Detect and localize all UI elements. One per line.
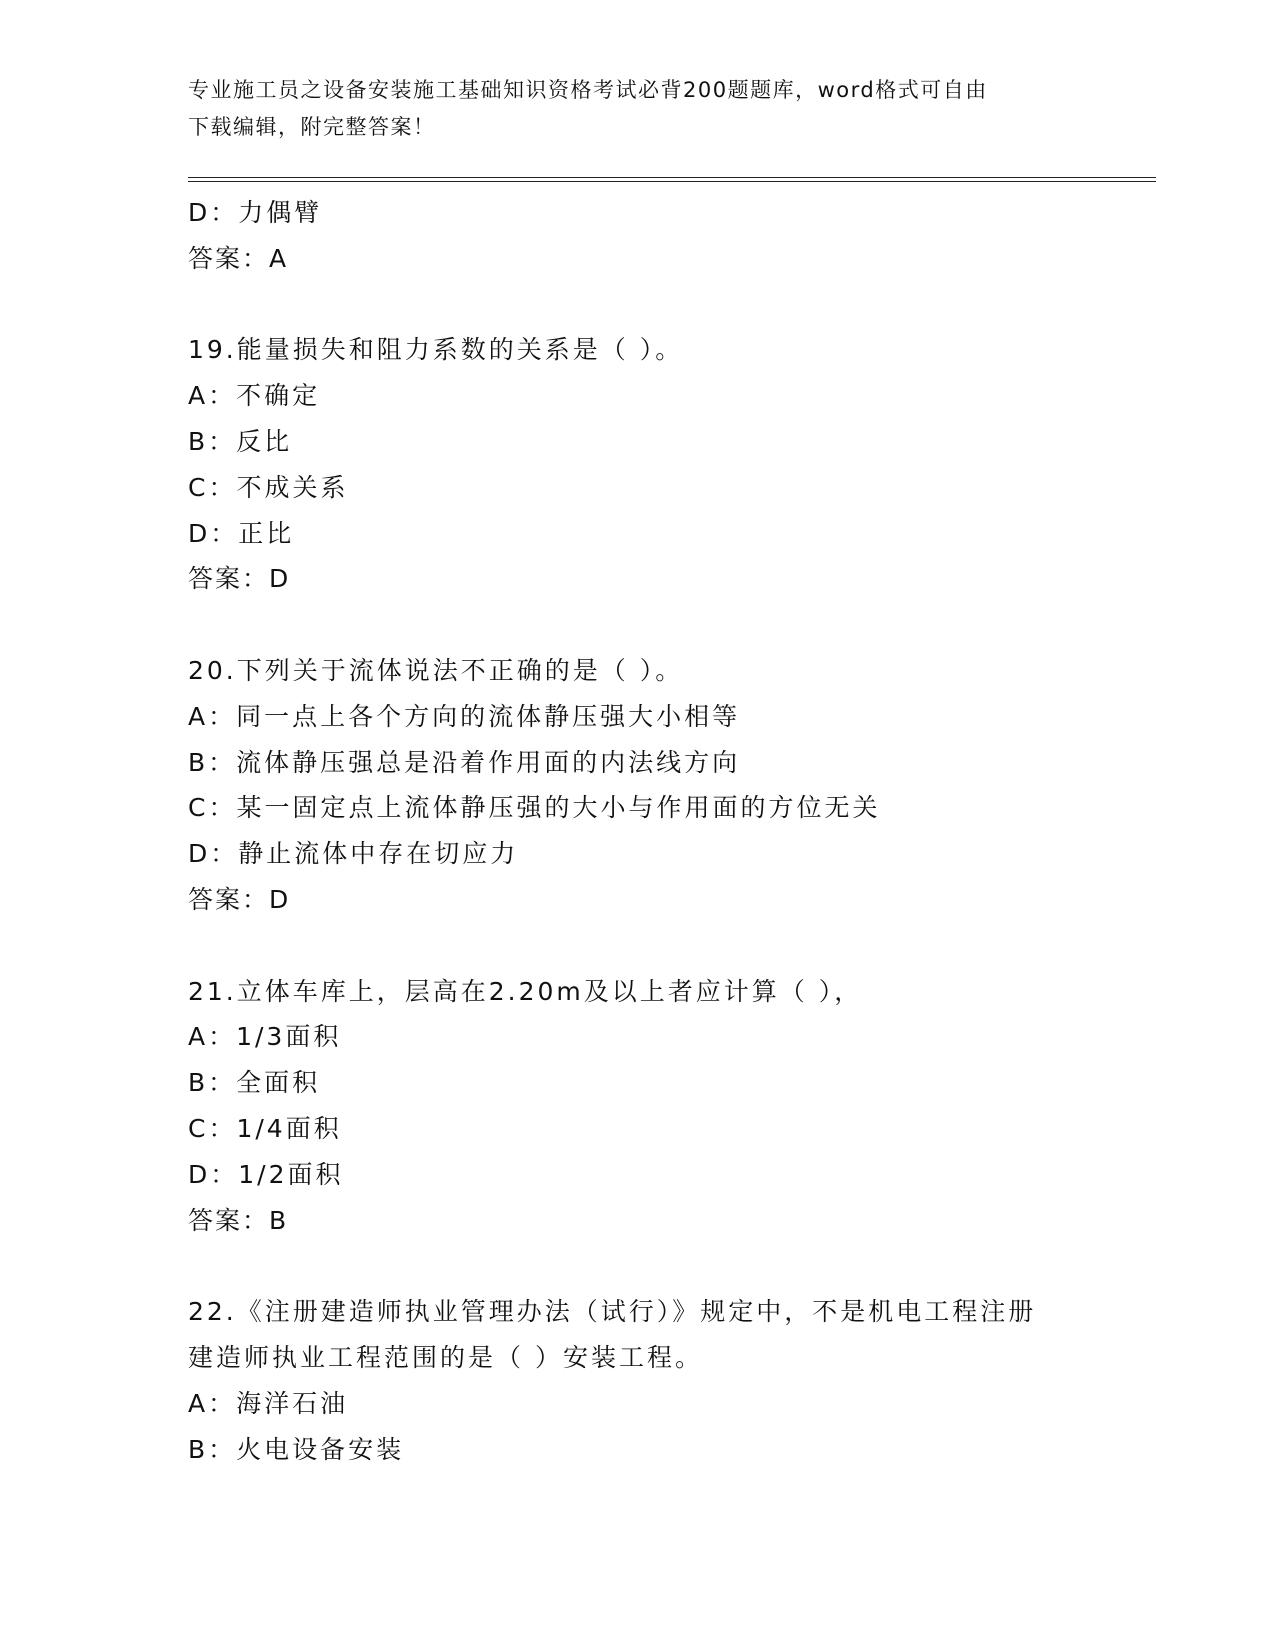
question-21 (188, 969, 1156, 1244)
question-20 (188, 648, 1156, 923)
question-stem: 21.立体车库上，层高在2.20m及以上者应计算（ ）， (188, 976, 863, 1006)
header-line-2: 下载编辑，附完整答案！ (188, 115, 436, 139)
option-d: D：1/2面积 (188, 1159, 344, 1189)
option-a: A：不确定 (188, 381, 321, 411)
option-c: C：不成关系 (188, 472, 349, 502)
answer: 答案：B (188, 1205, 289, 1235)
answer: 答案：A (188, 243, 289, 273)
option-a: A：1/3面积 (188, 1022, 342, 1052)
document-header (188, 72, 1068, 146)
question-stem-line-2: 建造师执业工程范围的是（ ）安装工程。 (188, 1342, 703, 1372)
option-c: C：1/4面积 (188, 1113, 342, 1143)
option-b: B：反比 (188, 426, 293, 456)
option-d: D：正比 (188, 518, 295, 548)
question-stem: 19.能量损失和阻力系数的关系是（ ）。 (188, 335, 684, 365)
question-19 (188, 327, 1156, 602)
option-d: D：静止流体中存在切应力 (188, 839, 519, 869)
option-b: B：全面积 (188, 1068, 321, 1098)
answer: 答案：D (188, 884, 291, 914)
option-b: B：流体静压强总是沿着作用面的内法线方向 (188, 747, 741, 777)
option-a: A：海洋石油 (188, 1388, 349, 1418)
option-b: B：火电设备安装 (188, 1434, 405, 1464)
question-stem-line-1: 22.《注册建造师执业管理办法（试行）》规定中，不是机电工程注册 (188, 1297, 1037, 1327)
option-d: D：力偶臂 (188, 198, 323, 227)
header-divider (188, 177, 1156, 182)
question-stem: 20.下列关于流体说法不正确的是（ ）。 (188, 655, 684, 685)
option-c: C：某一固定点上流体静压强的大小与作用面的方位无关 (188, 793, 881, 823)
question-list (188, 190, 1156, 1472)
option-a: A：同一点上各个方向的流体静压强大小相等 (188, 701, 741, 731)
question-22 (188, 1289, 1156, 1472)
answer: 答案：D (188, 564, 291, 594)
header-line-1: 专业施工员之设备安装施工基础知识资格考试必背200题题库，word格式可自由 (188, 78, 988, 102)
